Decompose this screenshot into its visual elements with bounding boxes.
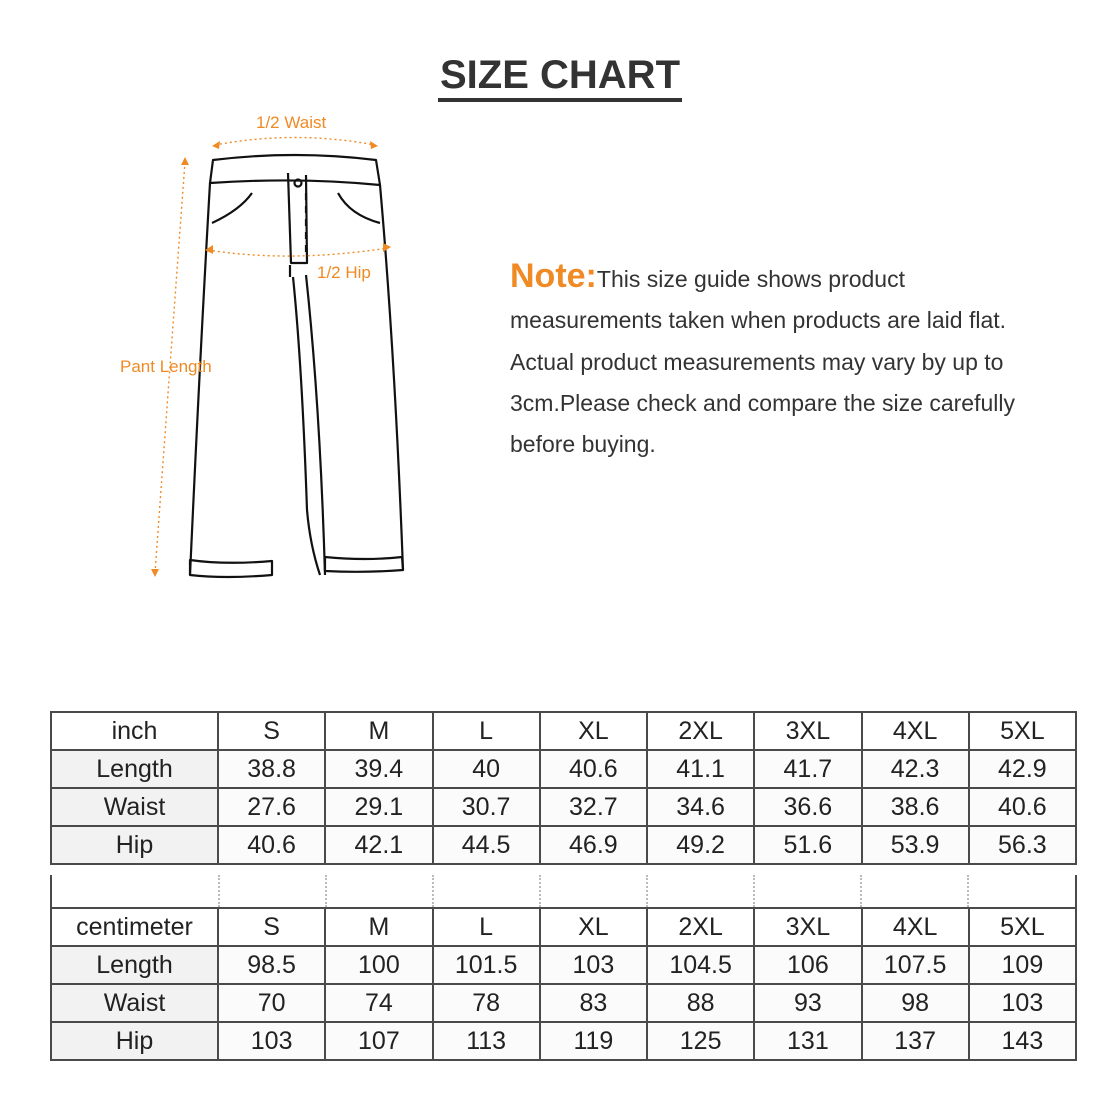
unit-cell: inch xyxy=(51,712,218,750)
table-header-row xyxy=(51,712,1076,750)
value-cell: 100 xyxy=(325,946,432,984)
value-cell: 113 xyxy=(433,1022,540,1060)
table-row xyxy=(51,1022,1076,1060)
value-cell: 32.7 xyxy=(540,788,647,826)
value-cell: 103 xyxy=(218,1022,325,1060)
size-cell: S xyxy=(218,908,325,946)
table-spacer xyxy=(50,875,1077,907)
row-label: Waist xyxy=(51,984,218,1022)
row-label: Length xyxy=(51,946,218,984)
pants-diagram xyxy=(110,105,410,595)
value-cell: 107 xyxy=(325,1022,432,1060)
length-label: Pant Length xyxy=(120,357,212,376)
value-cell: 42.3 xyxy=(862,750,969,788)
value-cell: 38.6 xyxy=(862,788,969,826)
row-label: Hip xyxy=(51,826,218,864)
value-cell: 40.6 xyxy=(540,750,647,788)
value-cell: 109 xyxy=(969,946,1076,984)
size-cell: XL xyxy=(540,908,647,946)
table-row xyxy=(51,984,1076,1022)
size-cell: XL xyxy=(540,712,647,750)
unit-cell: centimeter xyxy=(51,908,218,946)
value-cell: 70 xyxy=(218,984,325,1022)
centimeter-size-table xyxy=(50,907,1077,1061)
size-cell: L xyxy=(433,712,540,750)
value-cell: 38.8 xyxy=(218,750,325,788)
value-cell: 104.5 xyxy=(647,946,754,984)
table-row xyxy=(51,788,1076,826)
value-cell: 131 xyxy=(754,1022,861,1060)
size-cell: 5XL xyxy=(969,908,1076,946)
row-label: Waist xyxy=(51,788,218,826)
value-cell: 103 xyxy=(540,946,647,984)
table-header-row xyxy=(51,908,1076,946)
size-cell: 2XL xyxy=(647,908,754,946)
page-title-text: SIZE CHART xyxy=(438,52,682,102)
size-cell: M xyxy=(325,712,432,750)
value-cell: 83 xyxy=(540,984,647,1022)
value-cell: 30.7 xyxy=(433,788,540,826)
value-cell: 44.5 xyxy=(433,826,540,864)
value-cell: 36.6 xyxy=(754,788,861,826)
value-cell: 41.1 xyxy=(647,750,754,788)
size-cell: 3XL xyxy=(754,712,861,750)
value-cell: 103 xyxy=(969,984,1076,1022)
size-cell: 4XL xyxy=(862,712,969,750)
table-row xyxy=(51,946,1076,984)
value-cell: 27.6 xyxy=(218,788,325,826)
inch-size-table xyxy=(50,711,1077,865)
value-cell: 143 xyxy=(969,1022,1076,1060)
size-cell: 5XL xyxy=(969,712,1076,750)
size-cell: M xyxy=(325,908,432,946)
value-cell: 49.2 xyxy=(647,826,754,864)
value-cell: 53.9 xyxy=(862,826,969,864)
value-cell: 125 xyxy=(647,1022,754,1060)
pants-icon xyxy=(110,105,410,595)
waist-label: 1/2 Waist xyxy=(256,113,327,132)
value-cell: 106 xyxy=(754,946,861,984)
note-heading: Note: xyxy=(510,257,597,295)
value-cell: 88 xyxy=(647,984,754,1022)
value-cell: 56.3 xyxy=(969,826,1076,864)
size-cell: 3XL xyxy=(754,908,861,946)
value-cell: 46.9 xyxy=(540,826,647,864)
value-cell: 107.5 xyxy=(862,946,969,984)
value-cell: 137 xyxy=(862,1022,969,1060)
size-cell: 4XL xyxy=(862,908,969,946)
value-cell: 40 xyxy=(433,750,540,788)
value-cell: 40.6 xyxy=(218,826,325,864)
row-label: Length xyxy=(51,750,218,788)
value-cell: 40.6 xyxy=(969,788,1076,826)
table-row xyxy=(51,750,1076,788)
row-label: Hip xyxy=(51,1022,218,1060)
value-cell: 98.5 xyxy=(218,946,325,984)
size-cell: 2XL xyxy=(647,712,754,750)
note-text: This size guide shows product measurements taken when products are laid flat. Actual product measurements may vary by up to 3cm.Please check and compare the size carefully before buying. xyxy=(510,266,1015,458)
size-cell: L xyxy=(433,908,540,946)
value-cell: 42.1 xyxy=(325,826,432,864)
value-cell: 41.7 xyxy=(754,750,861,788)
hip-label: 1/2 Hip xyxy=(317,263,371,282)
value-cell: 119 xyxy=(540,1022,647,1060)
note-block xyxy=(510,256,1030,465)
value-cell: 78 xyxy=(433,984,540,1022)
table-row xyxy=(51,826,1076,864)
value-cell: 39.4 xyxy=(325,750,432,788)
value-cell: 42.9 xyxy=(969,750,1076,788)
value-cell: 101.5 xyxy=(433,946,540,984)
value-cell: 98 xyxy=(862,984,969,1022)
value-cell: 51.6 xyxy=(754,826,861,864)
page-title xyxy=(0,52,1120,102)
value-cell: 93 xyxy=(754,984,861,1022)
value-cell: 74 xyxy=(325,984,432,1022)
value-cell: 29.1 xyxy=(325,788,432,826)
value-cell: 34.6 xyxy=(647,788,754,826)
size-cell: S xyxy=(218,712,325,750)
